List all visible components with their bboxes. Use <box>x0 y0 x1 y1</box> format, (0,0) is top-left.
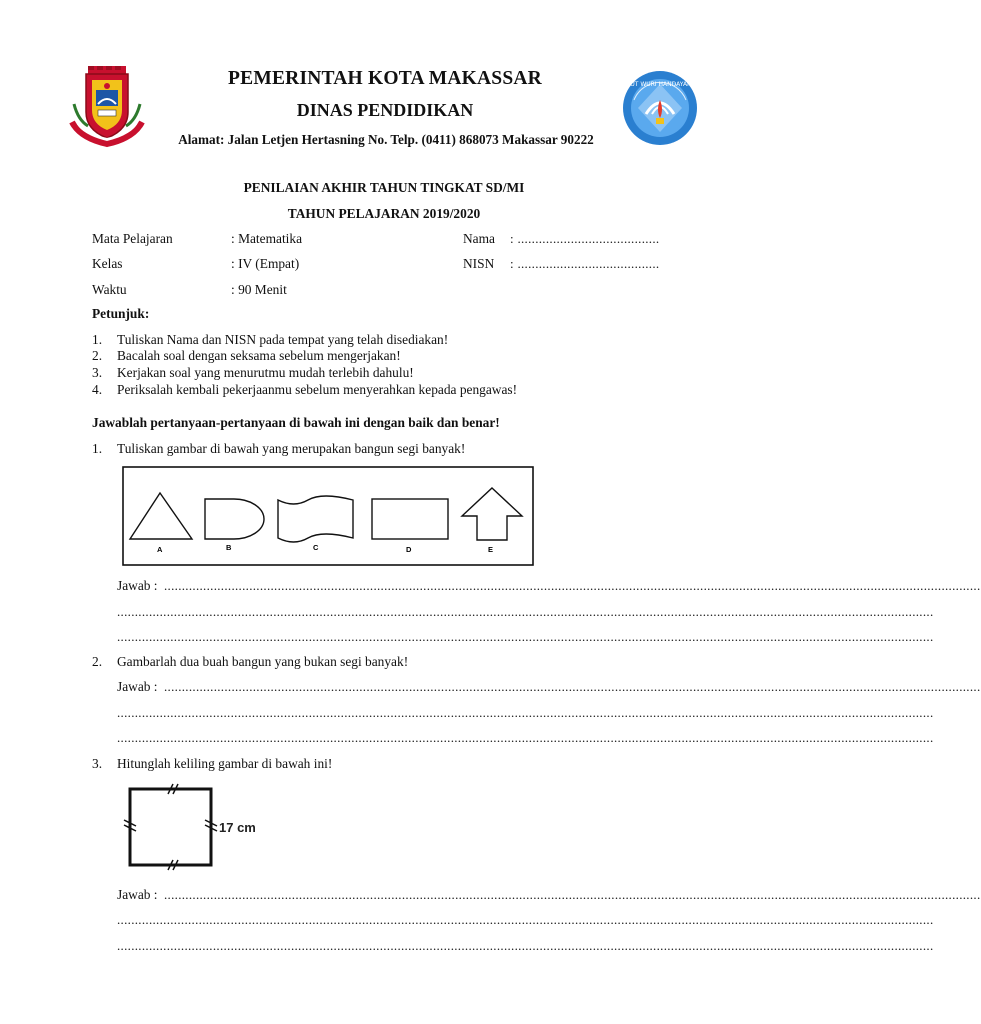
academic-year: TAHUN PELAJARAN 2019/2020 <box>287 206 481 221</box>
class-label: Kelas <box>92 256 123 271</box>
questions-heading: Jawablah pertanyaan-pertanyaan di bawah ini dengan baik dan benar! <box>92 415 500 430</box>
polygon-shapes-figure <box>122 466 534 566</box>
tut-wuri-handayani-logo <box>622 70 698 146</box>
instruction-item: Bacalah soal dengan seksama sebelum mengerjakan! <box>117 348 401 363</box>
instruction-number: 2. <box>92 348 103 363</box>
time-value: : 90 Menit <box>231 282 287 297</box>
logo-motto-text: TUT WURI HANDAYANI <box>626 81 694 88</box>
makassar-city-logo <box>70 64 144 148</box>
instruction-number: 1. <box>92 332 103 347</box>
subject-label: Mata Pelajaran <box>92 231 173 246</box>
question-2-number: 2. <box>92 654 103 669</box>
side-length-label: 17 cm <box>219 820 256 835</box>
answer-line[interactable]: ...................................................................................................................................................................................................................................... <box>117 705 934 720</box>
nisn-label: NISN <box>463 256 495 271</box>
answer-line[interactable]: ...................................................................................................................................................................................................................................... <box>117 912 934 927</box>
shape-label-b: B <box>226 543 232 552</box>
time-label: Waktu <box>92 282 127 297</box>
student-name-label: Nama <box>463 231 495 246</box>
answer-line[interactable]: ...................................................................................................................................................................................................................................... <box>164 578 981 593</box>
instruction-item: Tuliskan Nama dan NISN pada tempat yang telah disediakan! <box>117 332 449 347</box>
government-name: PEMERINTAH KOTA MAKASSAR <box>228 68 542 89</box>
question-1-text: Tuliskan gambar di bawah yang merupakan bangun segi banyak! <box>117 441 466 456</box>
instruction-number: 3. <box>92 365 103 380</box>
answer-line[interactable]: ...................................................................................................................................................................................................................................... <box>117 730 934 745</box>
shape-label-e: E <box>488 545 494 554</box>
answer-line[interactable]: ...................................................................................................................................................................................................................................... <box>164 887 981 902</box>
question-2-text: Gambarlah dua buah bangun yang bukan segi banyak! <box>117 654 409 669</box>
answer-line[interactable]: ...................................................................................................................................................................................................................................... <box>117 629 934 644</box>
nisn-field[interactable]: : ........................................ <box>510 256 660 271</box>
subject-value: : Matematika <box>231 231 303 246</box>
question-3-number: 3. <box>92 756 103 771</box>
square-perimeter-figure <box>118 780 266 880</box>
shape-label-c: C <box>313 543 319 552</box>
department-name: DINAS PENDIDIKAN <box>296 100 474 120</box>
office-address: Alamat: Jalan Letjen Hertasning No. Telp. (0411) 868073 Makassar 90222 <box>178 132 594 147</box>
square-shape <box>130 789 211 865</box>
instruction-item: Periksalah kembali pekerjaanmu sebelum menyerahkan kepada pengawas! <box>117 382 518 397</box>
instruction-number: 4. <box>92 382 103 397</box>
question-1-number: 1. <box>92 441 103 456</box>
answer-line[interactable]: ...................................................................................................................................................................................................................................... <box>117 938 934 953</box>
answer-label: Jawab : <box>117 679 158 694</box>
answer-line[interactable]: ...................................................................................................................................................................................................................................... <box>164 679 981 694</box>
shape-label-a: A <box>157 545 163 554</box>
question-3-text: Hitunglah keliling gambar di bawah ini! <box>117 756 333 771</box>
exam-title: PENILAIAN AKHIR TAHUN TINGKAT SD/MI <box>243 180 525 195</box>
answer-label: Jawab : <box>117 578 158 593</box>
answer-line[interactable]: ...................................................................................................................................................................................................................................... <box>117 604 934 619</box>
answer-label: Jawab : <box>117 887 158 902</box>
student-name-field[interactable]: : ........................................ <box>510 231 660 246</box>
instruction-item: Kerjakan soal yang menurutmu mudah terlebih dahulu! <box>117 365 414 380</box>
shape-label-d: D <box>406 545 412 554</box>
instructions-heading: Petunjuk: <box>92 306 150 321</box>
class-value: : IV (Empat) <box>231 256 300 271</box>
